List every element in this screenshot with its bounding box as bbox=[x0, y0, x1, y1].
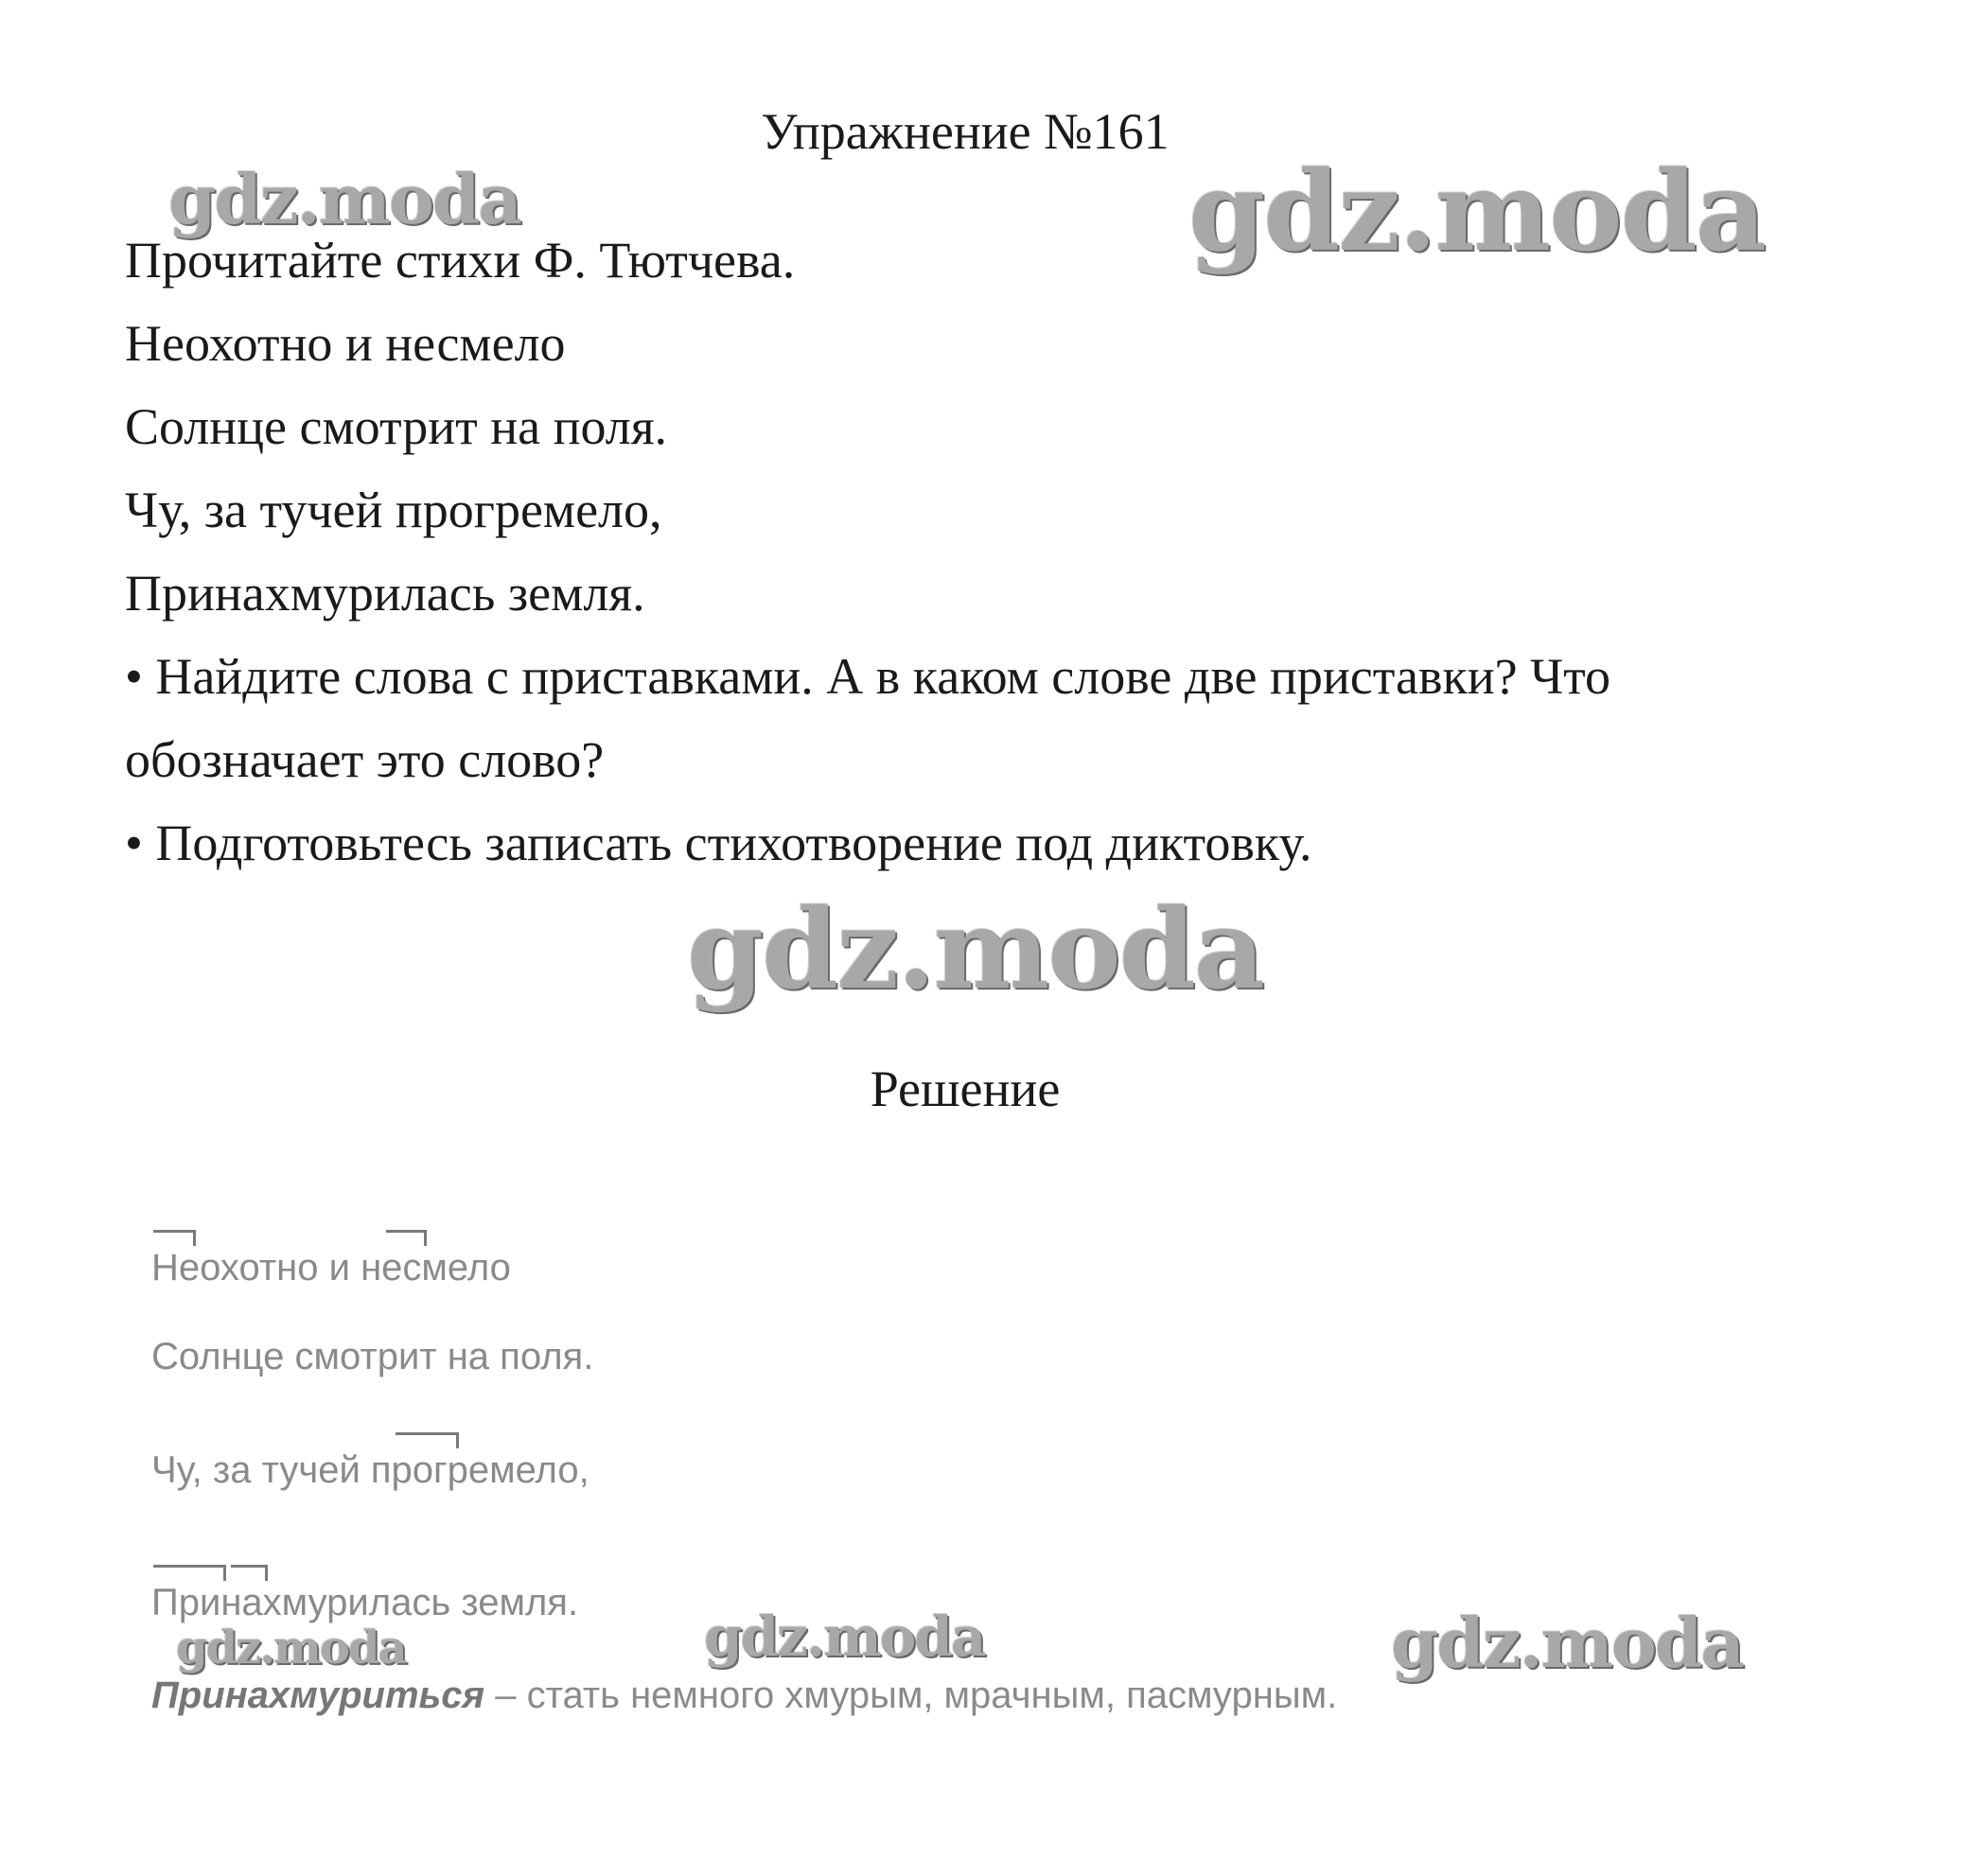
watermark-logo: gdz.moda bbox=[176, 1622, 406, 1674]
poem-line-2: Солнце смотрит на поля. bbox=[125, 398, 668, 455]
watermark-logo: gdz.moda bbox=[168, 159, 520, 239]
task-question-1-cont: обозначает это слово? bbox=[125, 731, 605, 788]
prefix-mark bbox=[396, 1432, 459, 1448]
watermark-logo: gdz.moda bbox=[704, 1604, 985, 1669]
prefix-mark bbox=[153, 1565, 226, 1581]
definition-term: Принахмуриться bbox=[151, 1674, 485, 1716]
solution-line-2: Солнце смотрит на поля. bbox=[151, 1336, 594, 1377]
definition bbox=[151, 1674, 1337, 1717]
watermark-logo: gdz.moda bbox=[687, 885, 1263, 1014]
prefix-mark bbox=[153, 1230, 196, 1246]
prefix-mark bbox=[386, 1230, 427, 1246]
solution-line-3: Чу, за тучей прогремело, bbox=[151, 1449, 590, 1491]
exercise-title: Упражнение №161 bbox=[761, 103, 1170, 160]
watermark-logo: gdz.moda bbox=[1391, 1603, 1743, 1683]
poem-line-4: Принахмурилась земля. bbox=[125, 565, 645, 622]
solution-heading: Решение bbox=[870, 1061, 1061, 1117]
poem-line-3: Чу, за тучей прогремело, bbox=[125, 482, 662, 538]
watermark-logo: gdz.moda bbox=[1188, 148, 1765, 276]
poem-line-1: Неохотно и несмело bbox=[125, 315, 566, 372]
task-instruction: Прочитайте стихи Ф. Тютчева. bbox=[125, 232, 796, 289]
solution-line-4: Принахмурилась земля. bbox=[151, 1582, 579, 1623]
task-question-1: • Найдите слова с приставками. А в каком слове две приставки? Что bbox=[125, 648, 1611, 705]
solution-line-1: Неохотно и несмело bbox=[151, 1247, 511, 1289]
prefix-mark bbox=[231, 1565, 268, 1581]
task-question-2: • Подготовьтесь записать стихотворение под диктовку. bbox=[125, 815, 1312, 871]
definition-text: – стать немного хмурым, мрачным, пасмурным. bbox=[484, 1674, 1338, 1716]
